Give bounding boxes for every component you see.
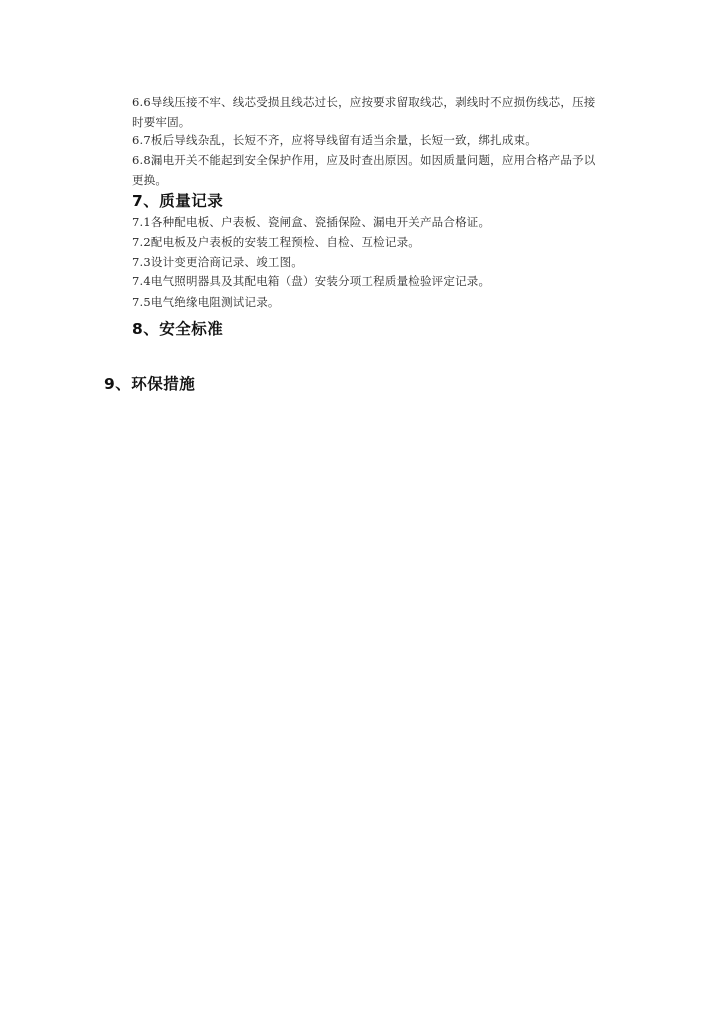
list-item-7-1: 7.1各种配电板、户表板、瓷闸盒、瓷插保险、漏电开关产品合格证。 [132, 215, 491, 229]
section-9-heading: 9、环保措施 [104, 375, 196, 393]
list-item-7-5: 7.5电气绝缘电阻测试记录。 [132, 295, 280, 309]
list-item-7-2: 7.2配电板及户表板的安装工程预检、自检、互检记录。 [132, 235, 420, 249]
paragraph-6-7-line1: 6.7板后导线杂乱，长短不齐，应将导线留有适当余量，长短一致，绑扎成束。 [132, 133, 537, 147]
paragraph-6-6 [132, 92, 652, 132]
section-7-heading: 7、质量记录 [132, 192, 224, 210]
list-item-7-4: 7.4电气照明器具及其配电箱（盘）安装分项工程质量检验评定记录。 [132, 274, 491, 288]
section-8-heading: 8、安全标准 [132, 320, 224, 338]
paragraph-6-8 [132, 150, 652, 190]
paragraph-6-7 [132, 130, 652, 150]
list-item-7-3: 7.3设计变更洽商记录、竣工图。 [132, 255, 303, 269]
paragraph-6-6-line2: 时要牢固。 [132, 115, 191, 129]
paragraph-6-8-line1: 6.8漏电开关不能起到安全保护作用，应及时查出原因。如因质量问题，应用合格产品予以 [132, 153, 596, 167]
paragraph-6-6-line1: 6.6导线压接不牢、线芯受损且线芯过长，应按要求留取线芯，剥线时不应损伤线芯，压接 [132, 95, 596, 109]
paragraph-6-8-line2: 更换。 [132, 173, 168, 187]
